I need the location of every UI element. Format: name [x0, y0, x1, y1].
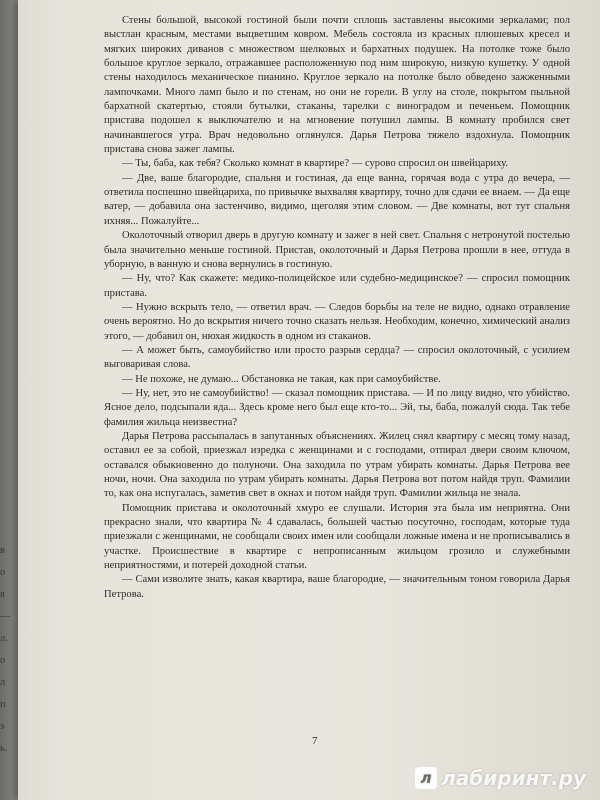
paragraph: Дарья Петрова рассыпалась в запутанных объяснениях. Жилец снял квартиру с месяц тому назад, оставил ее за собой, приезжал изредка с женщинами и с господами, отпирал двери своим ключом, оставался обыкновенно до полуночи. Она заходила по утрам убирать комнаты. Дарья Петрова вее ночи, ночи. Она заходила по утрам убирать комнаты. Дарья Петрова вот потом найдя труп. Фамилии то, как она испугалась, заметив свет в окнах и потом найдя труп. Фамилии жильца не знала. — [104, 430, 570, 500]
left-page-fragments — [0, 540, 14, 760]
paragraph: Стены большой, высокой гостиной были почти сплошь заставлены высокими зеркалами; пол выстлан красным, местами выцветшим ковром. Мебель состояла из красных плюшевых кресел и мягких широких диванов с множеством шелковых и бархатных подушек. На потолке тоже было большое круглое зеркало, отражавшее расположенную под ним широкую, низкую кушетку. У одной стены находилось механическое пианино. Круглое зеркало на потолке было обведено зажженными лампочками. Много ламп было и по стенам, но они не горели. В углу на столе, покрытом пыльной бархатной скатертью, стояли бутылки, стаканы, тарелки с виноградом и печеньем. Помощник пристава подошел к выключателю и на мгновение потушил лампы. В комнату пробился свет начинавшегося утра. Врач недовольно оглянулся. Дарья Петрова тяжело вздохнула. Помощник пристава снова зажег лампы. — [104, 15, 570, 156]
left-fragment: л — [0, 677, 6, 688]
watermark-text: лабиринт.ру — [441, 766, 586, 790]
paragraph: — Ну, что? Как скажете: медико-полицейское или судебно-медицинское? — спросил помощник пристава. — [104, 273, 570, 299]
left-fragment: л. — [0, 633, 8, 644]
page-text — [104, 14, 570, 602]
paragraph: Околоточный отворил дверь в другую комнату и зажег в ней свет. Спальня с нетронутой постелью была значительно меньше гостиной. Пристав, околоточный и Дарья Петрова прошли в нее, оттуда в уборную, в ванную и снова вернулись в гостиную. — [104, 230, 570, 270]
paragraph: — Сами изволите знать, какая квартира, ваше благородие, — значительным тоном говорила Дарья Петрова. — [104, 574, 570, 600]
left-fragment: о — [0, 567, 6, 578]
left-fragment: я — [0, 589, 5, 600]
left-fragment: п — [0, 699, 6, 710]
paragraph: — Не похоже, не думаю... Обстановка не такая, как при самоубийстве. — [122, 373, 441, 385]
left-fragment: з — [0, 721, 5, 732]
paragraph: — Ну, нет, это не самоубийство! — сказал помощник пристава. — И по лицу видно, что убийство. Ясное дело, подсыпали яда... Здесь кроме него был еще кто-то... Эй, ты, баба, пожалуй сюда. Так тебе фамилия жильца неизвестна? — [104, 387, 570, 428]
left-fragment: о — [0, 655, 6, 666]
left-fragment: ь. — [0, 743, 8, 754]
watermark — [415, 766, 586, 790]
left-fragment: — — [0, 611, 11, 622]
paragraph: — Две, ваше благородие, спальня и гостиная, да еще ванна, горячая вода с утра до вечера, — ответила поспешно швейцариха, по привычке выхваляя квартиру, точно для сдачи ее внаем. — Да еще ватер, — добавила она застенчиво, видимо, щеголяя этим словом. — Две комнаты, вот тут спальня ихняя... Пожалуйте... — [104, 172, 570, 227]
paragraph: — А может быть, самоубийство или просто разрыв сердца? — спросил околоточный, с усилием выговаривая слова. — [104, 344, 570, 371]
labirint-logo-icon: л — [415, 767, 437, 789]
book-page — [18, 0, 600, 800]
page-number: 7 — [312, 735, 318, 747]
paragraph: — Нужно вскрыть тело, — ответил врач. — Следов борьбы на теле не видно, однако отравление очень вероятно. Но до вскрытия ничего точно сказать нельзя. Необходим, конечно, химический анализ этого, — добавил он, нюхая жидкость в одном из стаканов. — [104, 301, 570, 342]
paragraph: — Ты, баба, как тебя? Сколько комнат в квартире? — сурово спросил он швейцариху. — [122, 158, 509, 170]
paragraph: Помощник пристава и околоточный хмуро ее слушали. История эта была им неприятна. Они прекрасно знали, что квартира № 4 сдавалась, большей частью посуточно, господам, которые туда приезжали с женщинами, не сообщали своих имен или сообщали ложные имена и не прописывались в участке. Происшествие в квартире с непрописанным жильцом грозило и служебными неприятностями, и потерей доходной статьи. — [104, 502, 570, 572]
left-fragment: в — [0, 545, 5, 556]
